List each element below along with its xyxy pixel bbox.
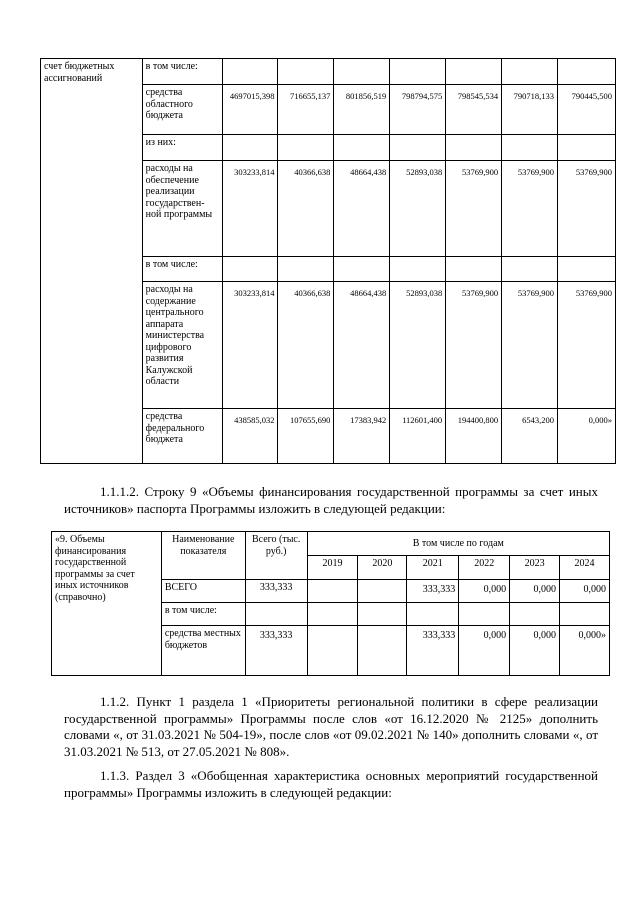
year-header: 2024 (560, 556, 610, 580)
table-cell: 716655,137 (278, 85, 334, 135)
table-cell (222, 257, 278, 282)
table-cell: 48664,438 (334, 161, 390, 257)
table-cell: 790445,500 (558, 85, 616, 135)
row-label: средства местных бюджетов (161, 626, 245, 676)
paragraph-1-1-3 (64, 768, 598, 801)
table-cell (558, 257, 616, 282)
table-cell: 17383,942 (334, 409, 390, 464)
table-cell: 333,333 (407, 626, 459, 676)
table-cell: 1.1.1.2. Строку 9 «Объемы финансирования государственной программы за счет иных источников» паспорта Программы изложить в следующей редакции: (64, 484, 598, 516)
table-cell: 1.1.2. Пункт 1 раздела 1 «Приоритеты региональной политики в сфере реализации государственной программы» Программы после слов «от 16.12.2020 № 2125» дополнить словами «, от 31.03.2021 № 504-19», после слов «от 09.02.2021 № 140» дополнить словами «, от 31.03.2021 № 513, от 27.05.2021 № 808». (64, 694, 598, 759)
cell-value: 4697015,398 (222, 85, 278, 135)
table-cell (278, 59, 334, 85)
table-cell: 53769,900 (446, 282, 502, 409)
table-cell: 107655,690 (278, 409, 334, 464)
table-cell: 798794,575 (390, 85, 446, 135)
table-cell (307, 580, 358, 603)
row-label: из них: (142, 135, 222, 161)
table-cell (390, 257, 446, 282)
table-cell (407, 603, 459, 626)
table-cell: 790718,133 (502, 85, 558, 135)
row-label: ВСЕГО (161, 580, 245, 603)
other-sources-table (51, 531, 610, 676)
funding-table-continued (40, 58, 616, 464)
table-cell (510, 603, 560, 626)
table-cell: 303233,814 (222, 161, 278, 257)
table-cell (459, 603, 510, 626)
table-cell: 52893,038 (390, 161, 446, 257)
table-cell (502, 135, 558, 161)
table-cell: 798545,534 (446, 85, 502, 135)
row-label: в том числе: (161, 603, 245, 626)
table-cell: 0,000» (558, 409, 616, 464)
table-cell: 194400,800 (446, 409, 502, 464)
table-cell (558, 135, 616, 161)
table-cell (446, 135, 502, 161)
table-cell: 53769,900 (558, 282, 616, 409)
table-cell (334, 135, 390, 161)
table-cell: 53769,900 (558, 161, 616, 257)
row-label: в том числе: (142, 257, 222, 282)
header-name: Наименование показателя (161, 532, 245, 580)
table-cell (278, 257, 334, 282)
table-cell: 53769,900 (502, 282, 558, 409)
table-cell (502, 257, 558, 282)
row-label: расходы на обеспечение реализации государствен-ной программы (142, 161, 222, 257)
table-cell (307, 626, 358, 676)
table-cell (560, 603, 610, 626)
table-cell (222, 59, 278, 85)
table-cell: 0,000» (560, 626, 610, 676)
table-cell (558, 59, 616, 85)
table-cell (334, 257, 390, 282)
header-total: Всего (тыс. руб.) (245, 532, 307, 580)
table-cell (278, 135, 334, 161)
table-cell: 0,000 (510, 580, 560, 603)
table-cell: 53769,900 (446, 161, 502, 257)
table-cell: 48664,438 (334, 282, 390, 409)
year-header: 2023 (510, 556, 560, 580)
table-cell: 0,000 (510, 626, 560, 676)
table-cell: 6543,200 (502, 409, 558, 464)
table-cell (334, 59, 390, 85)
table-cell: 303233,814 (222, 282, 278, 409)
paragraph-1-1-1-2 (64, 484, 598, 517)
table-cell: 333,333 (407, 580, 459, 603)
header-years: В том числе по годам (307, 532, 609, 556)
table-cell (446, 59, 502, 85)
table-cell (245, 603, 307, 626)
year-header: 2022 (459, 556, 510, 580)
table-cell: 53769,900 (502, 161, 558, 257)
table-cell: 1.1.3. Раздел 3 «Обобщенная характеристика основных мероприятий государственной программы» Программы изложить в следующей редакции: (64, 768, 598, 800)
year-header: 2019 (307, 556, 358, 580)
year-header: 2020 (358, 556, 407, 580)
table-cell (390, 59, 446, 85)
table-cell: 52893,038 (390, 282, 446, 409)
table-cell (390, 135, 446, 161)
table-cell: 40366,638 (278, 161, 334, 257)
table-cell (358, 580, 407, 603)
table-cell: 333,333 (245, 626, 307, 676)
table-cell: 333,333 (245, 580, 307, 603)
first-column-label: счет бюджетных ассигнований (41, 59, 143, 464)
table-cell: 112601,400 (390, 409, 446, 464)
table-cell: 40366,638 (278, 282, 334, 409)
first-column-label: «9. Объемы финансирования государственной программы за счет иных источников (справочно) (52, 532, 162, 676)
table-cell (358, 626, 407, 676)
row-label: расходы на содержание центрального аппарата министерства цифрового развития Калужской области (142, 282, 222, 409)
row-label: средства областного бюджета (142, 85, 222, 135)
table-cell: 438585,032 (222, 409, 278, 464)
table-cell: 0,000 (459, 626, 510, 676)
table-cell: 0,000 (459, 580, 510, 603)
row-label: в том числе: (142, 59, 222, 85)
table-cell (446, 257, 502, 282)
table-cell (307, 603, 358, 626)
table-cell (502, 59, 558, 85)
table-cell (222, 135, 278, 161)
row-label: средства федерального бюджета (142, 409, 222, 464)
table-cell: 0,000 (560, 580, 610, 603)
paragraph-1-1-2 (64, 694, 598, 760)
table-cell: 801856,519 (334, 85, 390, 135)
year-header: 2021 (407, 556, 459, 580)
table-cell (358, 603, 407, 626)
